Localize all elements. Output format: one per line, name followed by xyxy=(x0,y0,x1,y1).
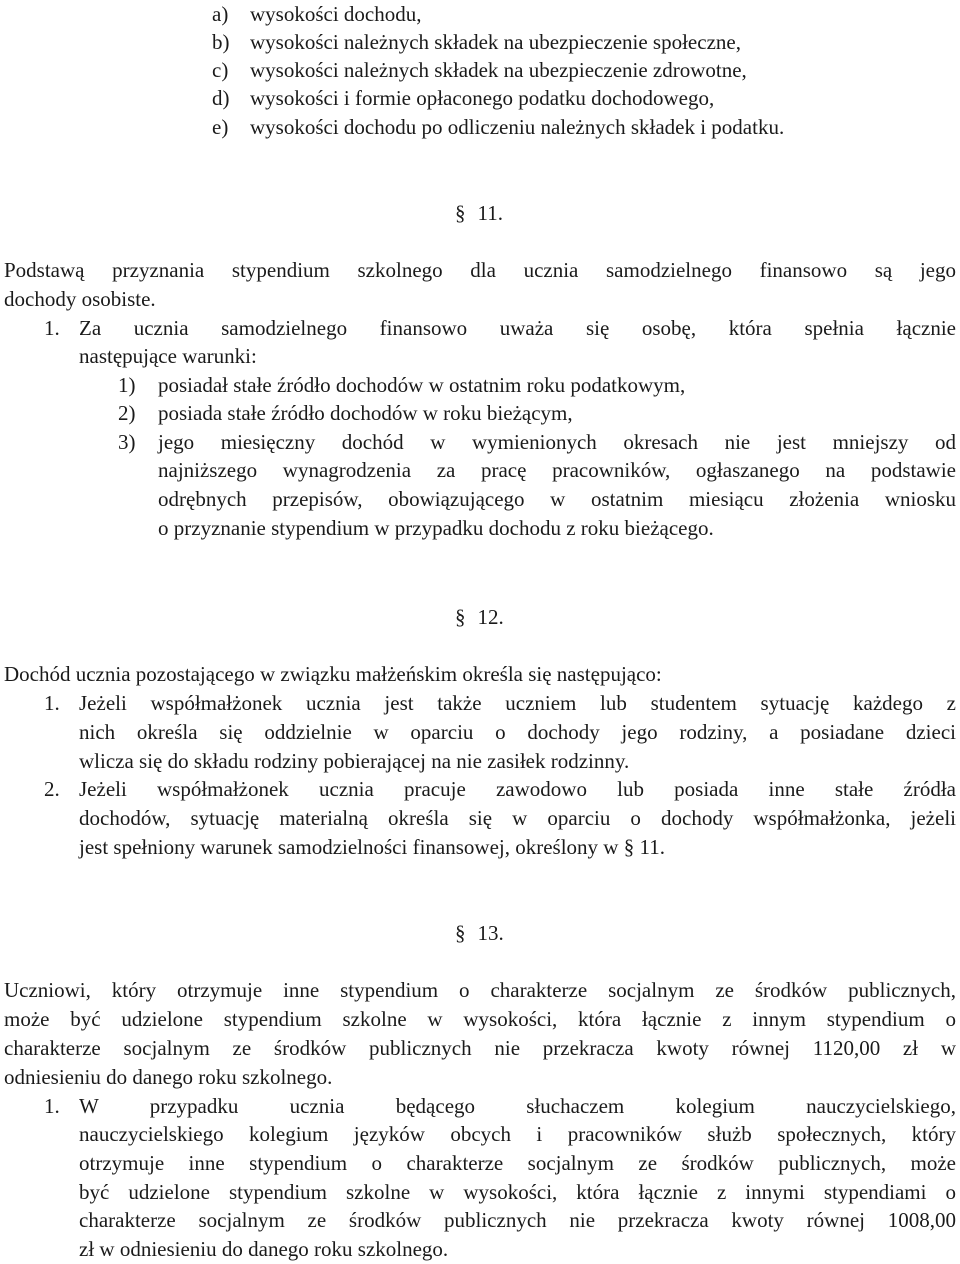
list-item: c) wysokości należnych składek na ubezpieczenie zdrowotne, xyxy=(212,58,747,82)
section-symbol: § xyxy=(455,201,466,225)
condition-text: o przyznanie stypendium w przypadku dochodu z roku bieżącego. xyxy=(158,516,714,540)
paragraph-number: 2. xyxy=(44,777,60,801)
list-item: a) wysokości dochodu, xyxy=(212,2,422,26)
section-number: 12. xyxy=(477,605,504,629)
condition-text: odrębnych przepisów, obowiązującego w ostatnim miesiącu złożenia wniosku xyxy=(158,487,956,511)
paragraph-text: charakterze socjalnym ze środków publicznych nie przekracza kwoty równej 1008,00 xyxy=(79,1208,956,1232)
section-number: 11. xyxy=(477,201,503,225)
paragraph-number: 1. xyxy=(44,1094,60,1118)
condition-text: posiada stałe źródło dochodów w roku bieżącym, xyxy=(158,401,573,425)
paragraph-text: nauczycielskiego kolegium języków obcych i pracowników służb społecznych, który xyxy=(79,1122,956,1146)
section-11-intro-end: dochody osobiste. xyxy=(4,287,156,311)
list-item: b) wysokości należnych składek na ubezpieczenie społeczne, xyxy=(212,30,741,54)
section-13-intro: Uczniowi, który otrzymuje inne stypendium o charakterze socjalnym ze środków publicznych, xyxy=(4,978,956,1002)
section-12-heading xyxy=(455,603,504,632)
paragraph-text: Jeżeli współmałżonek ucznia pracuje zawodowo lub posiada inne stałe źródła xyxy=(79,777,956,801)
paragraph-text: jest spełniony warunek samodzielności finansowej, określony w § 11. xyxy=(79,835,665,859)
list-item: d) wysokości i formie opłaconego podatku dochodowego, xyxy=(212,86,715,110)
section-number: 13. xyxy=(477,921,504,945)
paragraph-text: Za ucznia samodzielnego finansowo uważa się osobę, która spełnia łącznie xyxy=(79,316,956,340)
section-11-intro: Podstawą przyznania stypendium szkolnego dla ucznia samodzielnego finansowo są jego xyxy=(4,258,956,282)
condition-label: 1) xyxy=(118,373,136,397)
paragraph-number: 1. xyxy=(44,691,60,715)
condition-text: najniższego wynagrodzenia za pracę pracowników, ogłaszanego na podstawie xyxy=(158,458,956,482)
condition-text: posiadał stałe źródło dochodów w ostatnim roku podatkowym, xyxy=(158,373,686,397)
paragraph-text: nich określa się oddzielnie w oparciu o dochody jego rodziny, a posiadane dzieci xyxy=(79,720,956,744)
section-13-intro: odniesieniu do danego roku szkolnego. xyxy=(4,1065,333,1089)
paragraph-text: wlicza się do składu rodziny pobierającej na nie zasiłek rodzinny. xyxy=(79,749,630,773)
paragraph-text: następujące warunki: xyxy=(79,344,257,368)
section-symbol: § xyxy=(455,605,466,629)
paragraph-text: dochodów, sytuację materialną określa się w oparciu o dochody współmałżonka, jeżeli xyxy=(79,806,956,830)
condition-label: 2) xyxy=(118,401,136,425)
section-13-intro: może być udzielone stypendium szkolne w wysokości, która łącznie z innym stypendium o xyxy=(4,1007,956,1031)
paragraph-text: Jeżeli współmałżonek ucznia jest także uczniem lub studentem sytuację każdego z xyxy=(79,691,956,715)
paragraph-text: zł w odniesieniu do danego roku szkolnego. xyxy=(79,1237,449,1261)
section-12-intro: Dochód ucznia pozostającego w związku małżeńskim określa się następująco: xyxy=(4,662,662,686)
section-13-intro: charakterze socjalnym ze środków publicznych nie przekracza kwoty równej 1120,00 zł w xyxy=(4,1036,956,1060)
paragraph-text: W przypadku ucznia będącego słuchaczem kolegium nauczycielskiego, xyxy=(79,1094,956,1118)
section-13-heading xyxy=(455,919,504,948)
paragraph-number: 1. xyxy=(44,316,60,340)
paragraph-text: być udzielone stypendium szkolne w wysokości, która łącznie z innymi stypendiami o xyxy=(79,1180,956,1204)
section-symbol: § xyxy=(455,921,466,945)
section-11-heading xyxy=(455,199,503,228)
condition-label: 3) xyxy=(118,430,136,454)
condition-text: jego miesięczny dochód w wymienionych okresach nie jest mniejszy od xyxy=(158,430,956,454)
list-item: e) wysokości dochodu po odliczeniu należnych składek i podatku. xyxy=(212,115,785,139)
paragraph-text: otrzymuje inne stypendium o charakterze socjalnym ze środków publicznych, może xyxy=(79,1151,956,1175)
